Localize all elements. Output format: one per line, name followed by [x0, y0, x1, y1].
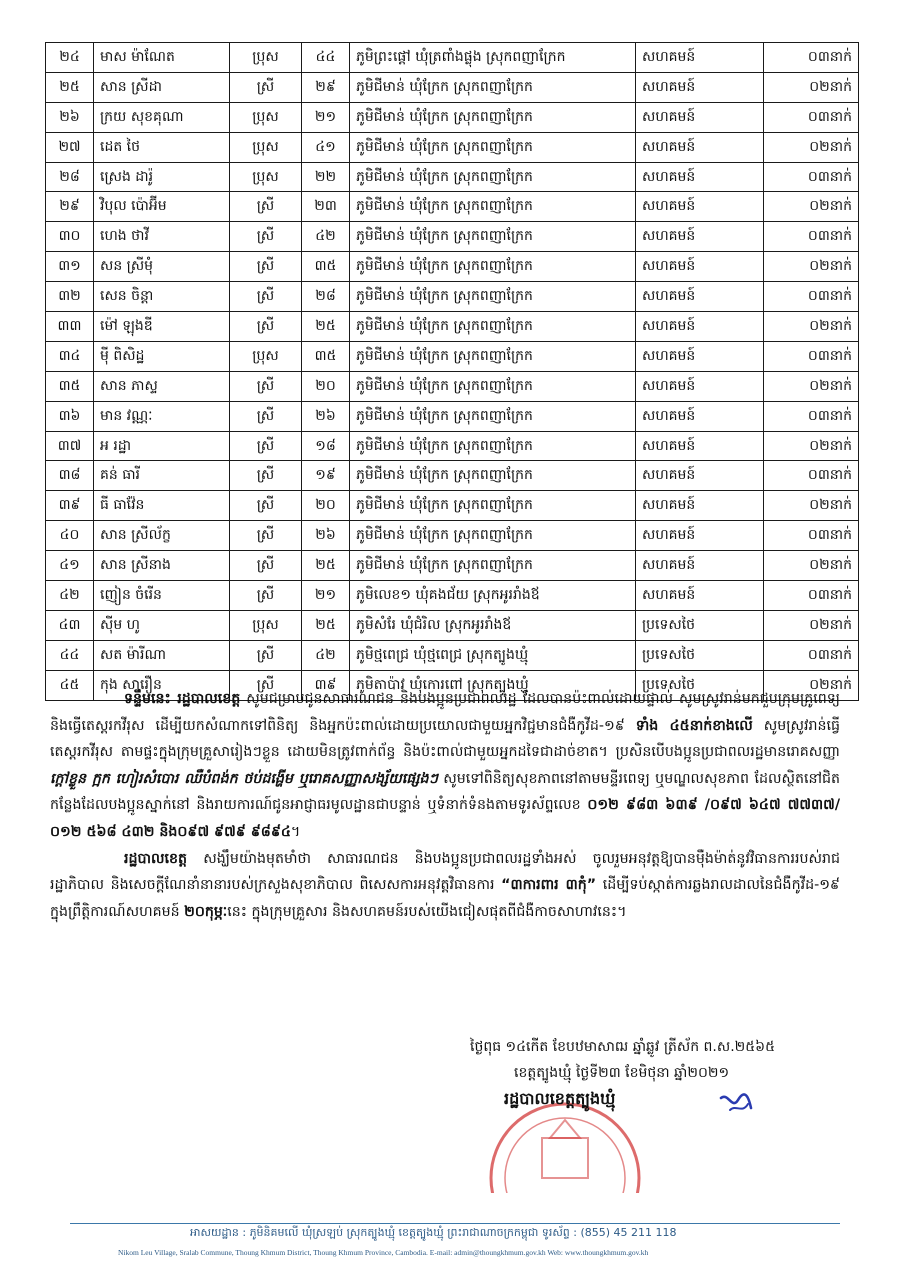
- row-sex: ស្រី: [230, 252, 302, 282]
- row-type: សហគមន៍: [636, 551, 764, 581]
- row-name: មាស ម៉ាណែត: [94, 43, 230, 73]
- row-age: ១៨: [302, 431, 350, 461]
- table-row: [46, 461, 859, 491]
- row-address: ភូមិជីមាន់ ឃុំក្រែក ស្រុកពញាក្រែក: [350, 461, 636, 491]
- row-name: អ រដ្ឋា: [94, 431, 230, 461]
- row-address: ភូមិជីមាន់ ឃុំក្រែក ស្រុកពញាក្រែក: [350, 312, 636, 342]
- row-type: សហគមន៍: [636, 312, 764, 342]
- row-sex: ស្រី: [230, 312, 302, 342]
- row-name: វិបុល ប៉ោអ៊ីម: [94, 192, 230, 222]
- row-address: ភូមិជីមាន់ ឃុំក្រែក ស្រុកពញាក្រែក: [350, 521, 636, 551]
- row-number: ៣៨: [46, 461, 94, 491]
- table-row: [46, 192, 859, 222]
- row-count: ០២នាក់: [764, 192, 859, 222]
- row-number: ៤០: [46, 521, 94, 551]
- table-row: [46, 610, 859, 640]
- row-sex: ប្រុស: [230, 102, 302, 132]
- row-age: ២៩: [302, 72, 350, 102]
- row-age: ២៥: [302, 610, 350, 640]
- row-age: ២៨: [302, 282, 350, 312]
- row-number: ៣៤: [46, 341, 94, 371]
- row-age: ២៥: [302, 551, 350, 581]
- row-age: ៤១: [302, 132, 350, 162]
- row-sex: ស្រី: [230, 581, 302, 611]
- table-row: [46, 132, 859, 162]
- row-count: ០៣នាក់: [764, 640, 859, 670]
- notice-text-a: សូមជម្រាបជូនសាធារណជន និងបងប្អូនប្រជាពលរដ្ឋ ដែលបានប៉ះពាល់ដោយផ្ទាល់ សូមស្រូវរាន់មកជួបក្រុមគ្រូពេទ្យ និងធ្វើតេស្តរកវីរុស ដើម្បីយកសំណាកទៅពិនិត្យ និងអ្នកប៉ះពាល់ដោយប្រយោលជាមួយអ្នកវិជ្ជមានជំងឺកូវីដ-១៩: [50, 691, 840, 734]
- table-row: [46, 43, 859, 73]
- row-name: ស្រេង ដារ៉ូ: [94, 162, 230, 192]
- row-age: ៤២: [302, 640, 350, 670]
- row-type: សហគមន៍: [636, 162, 764, 192]
- row-type: សហគមន៍: [636, 521, 764, 551]
- row-name: ដេត ថៃ: [94, 132, 230, 162]
- row-count: ០២នាក់: [764, 491, 859, 521]
- row-count: ០៣នាក់: [764, 521, 859, 551]
- footer-address-km: អាសយដ្ឋាន : ភូមិនិគមលើ ឃុំស្រឡប់ ស្រុកត្បូងឃ្មុំ ខេត្តត្បូងឃ្មុំ ព្រះរាជាណាចក្រកម្ពុជា ទូរស័ព្ទ : (855) 45 211 118: [190, 1226, 677, 1239]
- date-solar: ខេត្តត្បូងឃ្មុំ ថ្ងៃទី២៣ ខែមិថុនា ឆ្នាំ២០២១: [514, 1065, 730, 1081]
- notice-count-bold: ទាំង ៤៥នាក់ខាងលើ: [635, 717, 753, 734]
- table-row: [46, 640, 859, 670]
- table-row: [46, 252, 859, 282]
- row-sex: ស្រី: [230, 491, 302, 521]
- row-number: ៤១: [46, 551, 94, 581]
- row-count: ០២នាក់: [764, 252, 859, 282]
- row-type: សហគមន៍: [636, 222, 764, 252]
- table-row: [46, 491, 859, 521]
- signature-mark-icon: [718, 1090, 754, 1116]
- row-number: ៣២: [46, 282, 94, 312]
- row-type: សហគមន៍: [636, 371, 764, 401]
- row-sex: ប្រុស: [230, 132, 302, 162]
- row-sex: ប្រុស: [230, 43, 302, 73]
- row-address: ភូមិជីមាន់ ឃុំក្រែក ស្រុកពញាក្រែក: [350, 132, 636, 162]
- row-name: ញៀន ចំរើន: [94, 581, 230, 611]
- row-count: ០៣នាក់: [764, 43, 859, 73]
- row-age: ១៩: [302, 461, 350, 491]
- date-lunar: ថ្ងៃពុធ ១៤កើត ខែបឋមាសាឍ ឆ្នាំឆ្លូវ ត្រីស័ក ព.ស.២៥៦៥: [470, 1039, 775, 1055]
- table-row: [46, 581, 859, 611]
- row-address: ភូមិជីមាន់ ឃុំក្រែក ស្រុកពញាក្រែក: [350, 551, 636, 581]
- row-number: ៤៣: [46, 610, 94, 640]
- row-number: ៣៣: [46, 312, 94, 342]
- row-name: ក្រយ សុខគុណា: [94, 102, 230, 132]
- row-sex: ស្រី: [230, 401, 302, 431]
- row-type: សហគមន៍: [636, 132, 764, 162]
- row-name: សាន ភាស្ទ: [94, 371, 230, 401]
- row-count: ០២នាក់: [764, 610, 859, 640]
- row-age: ២៦: [302, 521, 350, 551]
- row-age: ២១: [302, 581, 350, 611]
- row-name: ម៉ី ពិសិដ្ឋ: [94, 341, 230, 371]
- row-address: ភូមិជីមាន់ ឃុំក្រែក ស្រុកពញាក្រែក: [350, 72, 636, 102]
- row-address: ភូមិជីមាន់ ឃុំក្រែក ស្រុកពញាក្រែក: [350, 282, 636, 312]
- row-name: ម៉ៅ ឡុងឌី: [94, 312, 230, 342]
- row-type: សហគមន៍: [636, 102, 764, 132]
- notice2-lead: រដ្ឋបាលខេត្ត: [124, 850, 188, 867]
- row-sex: ប្រុស: [230, 610, 302, 640]
- notice2-text-c: នេះ ក្នុងក្រុមគ្រួសារ និងសហគមន៍របស់យើងជៀសផុតពីជំងឺកាចសាហាវនេះ។: [227, 903, 627, 920]
- row-type: សហគមន៍: [636, 431, 764, 461]
- patient-table-body: [46, 43, 859, 701]
- row-address: ភូមិជីមាន់ ឃុំក្រែក ស្រុកពញាក្រែក: [350, 401, 636, 431]
- row-sex: ប្រុស: [230, 162, 302, 192]
- row-type: សហគមន៍: [636, 401, 764, 431]
- row-address: ភូមិជីមាន់ ឃុំក្រែក ស្រុកពញាក្រែក: [350, 371, 636, 401]
- row-count: ០២នាក់: [764, 551, 859, 581]
- official-seal: [480, 1098, 650, 1193]
- row-sex: ស្រី: [230, 72, 302, 102]
- row-age: ៣៥: [302, 341, 350, 371]
- row-name: គន់ ធារី: [94, 461, 230, 491]
- row-age: ២១: [302, 102, 350, 132]
- table-row: [46, 222, 859, 252]
- table-row: [46, 162, 859, 192]
- row-number: ២៦: [46, 102, 94, 132]
- row-number: ២៨: [46, 162, 94, 192]
- row-address: ភូមិតាប៉ាវ ឃុំកោរពៅ ស្រុកត្បូងឃ្មុំ: [350, 670, 636, 700]
- row-age: ២០: [302, 371, 350, 401]
- row-age: ៣៥: [302, 252, 350, 282]
- row-sex: ស្រី: [230, 431, 302, 461]
- table-row: [46, 72, 859, 102]
- row-type: ប្រទេសថៃ: [636, 610, 764, 640]
- row-sex: ស្រី: [230, 670, 302, 700]
- notice2-text-b: ដើម្បីទប់ស្កាត់ការឆ្លងរាលដាលនៃជំងឺកូវីដ-១៩ ក្នុងព្រឹត្តិការណ៍សហគមន៍: [50, 877, 840, 920]
- row-number: ៣៥: [46, 371, 94, 401]
- row-number: ៣០: [46, 222, 94, 252]
- row-address: ភូមិជីមាន់ ឃុំក្រែក ស្រុកពញាក្រែក: [350, 252, 636, 282]
- notice2-date: ២០កុម្ភៈ: [184, 903, 228, 920]
- table-row: [46, 102, 859, 132]
- row-count: ០៣នាក់: [764, 581, 859, 611]
- row-address: ភូមិជីមាន់ ឃុំក្រែក ស្រុកពញាក្រែក: [350, 162, 636, 192]
- notice2-measure: “៣ការពារ ៣កុំ”: [501, 877, 597, 894]
- row-address: ភូមិជីមាន់ ឃុំក្រែក ស្រុកពញាក្រែក: [350, 102, 636, 132]
- row-name: សាន ស្រីនាង: [94, 551, 230, 581]
- notice-lead: ទន្ទឹមនេះ រដ្ឋបាលខេត្ត: [124, 691, 241, 707]
- table-row: [46, 401, 859, 431]
- row-type: សហគមន៍: [636, 252, 764, 282]
- row-number: ២៥: [46, 72, 94, 102]
- row-count: ០៣នាក់: [764, 102, 859, 132]
- row-name: មាន វណ្ណៈ: [94, 401, 230, 431]
- row-number: ៣៧: [46, 431, 94, 461]
- row-type: សហគមន៍: [636, 282, 764, 312]
- notice-symptoms: ក្ដៅខ្លួន ក្អក ហៀរសំបោរ ឈឺបំពង់ក ថប់ដង្ហើម ឬរោគសញ្ញាសង្ស័យផ្សេងៗ: [50, 770, 438, 787]
- table-row: [46, 521, 859, 551]
- row-name: សេន ចិន្តា: [94, 282, 230, 312]
- row-count: ០៣នាក់: [764, 222, 859, 252]
- row-age: ២៥: [302, 312, 350, 342]
- row-sex: ស្រី: [230, 282, 302, 312]
- row-number: ៤២: [46, 581, 94, 611]
- row-sex: ស្រី: [230, 640, 302, 670]
- row-sex: ស្រី: [230, 461, 302, 491]
- row-address: ភូមិសំរែ ឃុំជំរិល ស្រុកអូររាំងឪ: [350, 610, 636, 640]
- row-number: ២៩: [46, 192, 94, 222]
- table-row: [46, 371, 859, 401]
- row-address: ភូមិជីមាន់ ឃុំក្រែក ស្រុកពញាក្រែក: [350, 431, 636, 461]
- row-sex: ប្រុស: [230, 341, 302, 371]
- notice-text-c: សូមទៅពិនិត្យសុខភាពនៅតាមមន្ទីរពេទ្យ ឬមណ្ឌលសុខភាព ដែលស្ថិតនៅជិតកន្លែងដែលបងប្អូនស្នាក់នៅ និងរាយការណ៍ជូនអាជ្ញាធរមូលដ្ឋានជាបន្ទាន់ ឬទំនាក់ទំនងតាមទូរស័ព្ទលេខ: [50, 770, 840, 814]
- table-row: [46, 282, 859, 312]
- row-count: ០២នាក់: [764, 312, 859, 342]
- row-address: ភូមិលេខ១ ឃុំគងជ័យ ស្រុកអូររាំងឪ: [350, 581, 636, 611]
- row-age: ៣៩: [302, 670, 350, 700]
- row-address: ភូមិជីមាន់ ឃុំក្រែក ស្រុកពញាក្រែក: [350, 222, 636, 252]
- row-number: ៣១: [46, 252, 94, 282]
- row-type: ប្រទេសថៃ: [636, 640, 764, 670]
- row-age: ២៦: [302, 401, 350, 431]
- row-age: ៤៤: [302, 43, 350, 73]
- row-number: ២៧: [46, 132, 94, 162]
- row-count: ០៣នាក់: [764, 461, 859, 491]
- row-name: ធី ធាវ៉ែន: [94, 491, 230, 521]
- row-count: ០២នាក់: [764, 431, 859, 461]
- row-address: ភូមិជីមាន់ ឃុំក្រែក ស្រុកពញាក្រែក: [350, 341, 636, 371]
- row-count: ០៣នាក់: [764, 162, 859, 192]
- row-type: សហគមន៍: [636, 43, 764, 73]
- row-name: សាន ស្រីល័ក្ខ: [94, 521, 230, 551]
- notice-text-b: សូមស្រូវរាន់ធ្វើតេស្តរកវីរុស តាមផ្ទះក្នុងក្រុមគ្រួសារៀងៗខ្លួន ដោយមិនត្រូវពាក់ព័ន្ធ និងប៉ះពាល់ជាមួយអ្នកដទៃជាដាច់ខាត។ ប្រសិនបើបងប្អូនប្រជាពលរដ្ឋមានរោគសញ្ញា: [50, 717, 840, 761]
- row-count: ០៣នាក់: [764, 341, 859, 371]
- row-name: កុង សារឿន: [94, 670, 230, 700]
- row-type: សហគមន៍: [636, 72, 764, 102]
- row-age: ២៣: [302, 192, 350, 222]
- row-count: ០២នាក់: [764, 371, 859, 401]
- row-type: សហគមន៍: [636, 581, 764, 611]
- row-count: ០២នាក់: [764, 132, 859, 162]
- row-number: ៣៩: [46, 491, 94, 521]
- notice-paragraph-2: [50, 846, 840, 926]
- row-name: សន ស្រីមុំ: [94, 252, 230, 282]
- row-number: ៣៦: [46, 401, 94, 431]
- notice-text: [50, 686, 840, 925]
- table-row: [46, 312, 859, 342]
- row-sex: ស្រី: [230, 222, 302, 252]
- notice2-text-a: សង្ឃឹមយ៉ាងមុតមាំថា សាធារណជន និងបងប្អូនប្រជាពលរដ្ឋទាំងអស់ ចូលរួមអនុវត្តឱ្យបានម៉ឺងម៉ាត់នូវវិធានការរបស់រាជរដ្ឋាភិបាល និងសេចក្តីណែនាំនានារបស់ក្រសួងសុខាភិបាល ពិសេសការអនុវត្តវិធានការ: [50, 850, 840, 894]
- row-name: សត ម៉ារីណា: [94, 640, 230, 670]
- table-row: [46, 341, 859, 371]
- row-type: ប្រទេសថៃ: [636, 670, 764, 700]
- footer-address-en: Nikom Leu Village, Sralab Commune, Thoung Khmum District, Thoung Khmum Province, Cambodia. E-mail: admin@thoungkhmum.gov.kh Web: www.thoungkhmum.gov.kh: [118, 1248, 649, 1257]
- row-number: ២៤: [46, 43, 94, 73]
- row-count: ០២នាក់: [764, 72, 859, 102]
- table-row: [46, 431, 859, 461]
- footer-divider: [70, 1223, 840, 1224]
- row-type: សហគមន៍: [636, 192, 764, 222]
- row-address: ភូមិព្រះផ្ដៅ ឃុំត្រពាំងផ្លុង ស្រុកពញាក្រែក: [350, 43, 636, 73]
- row-sex: ស្រី: [230, 551, 302, 581]
- row-sex: ស្រី: [230, 371, 302, 401]
- row-address: ភូមិថ្មពេជ្រ ឃុំថ្មពេជ្រ ស្រុកត្បូងឃ្មុំ: [350, 640, 636, 670]
- row-name: ហេង ថាវី: [94, 222, 230, 252]
- row-name: សាន ស្រីដា: [94, 72, 230, 102]
- row-type: សហគមន៍: [636, 341, 764, 371]
- row-address: ភូមិជីមាន់ ឃុំក្រែក ស្រុកពញាក្រែក: [350, 491, 636, 521]
- row-type: សហគមន៍: [636, 491, 764, 521]
- row-count: ០៣នាក់: [764, 401, 859, 431]
- notice-end: ។: [290, 823, 301, 840]
- row-number: ៤៥: [46, 670, 94, 700]
- row-age: ២២: [302, 162, 350, 192]
- row-type: សហគមន៍: [636, 461, 764, 491]
- row-address: ភូមិជីមាន់ ឃុំក្រែក ស្រុកពញាក្រែក: [350, 192, 636, 222]
- row-number: ៤៤: [46, 640, 94, 670]
- signature-label: រដ្ឋបាលខេត្តត្បូងឃ្មុំ: [504, 1089, 616, 1108]
- notice-paragraph-1: [50, 686, 840, 846]
- row-count: ០២នាក់: [764, 670, 859, 700]
- row-age: ៤២: [302, 222, 350, 252]
- notice-phone: ០១២ ៩៨៣ ៦៣៩ /០៩៧ ៦៤៧ ៧៧៣៧/ ០១២ ៥៦៨ ៤៣២ និង០៩៧ ៩៧៩ ៩៨៩៤: [50, 797, 841, 840]
- patient-table: [45, 42, 859, 701]
- row-sex: ស្រី: [230, 521, 302, 551]
- table-row: [46, 551, 859, 581]
- row-count: ០៣នាក់: [764, 282, 859, 312]
- date-block: [470, 1034, 850, 1086]
- row-sex: ស្រី: [230, 192, 302, 222]
- row-age: ២០: [302, 491, 350, 521]
- row-name: ស៊ីម ហូ: [94, 610, 230, 640]
